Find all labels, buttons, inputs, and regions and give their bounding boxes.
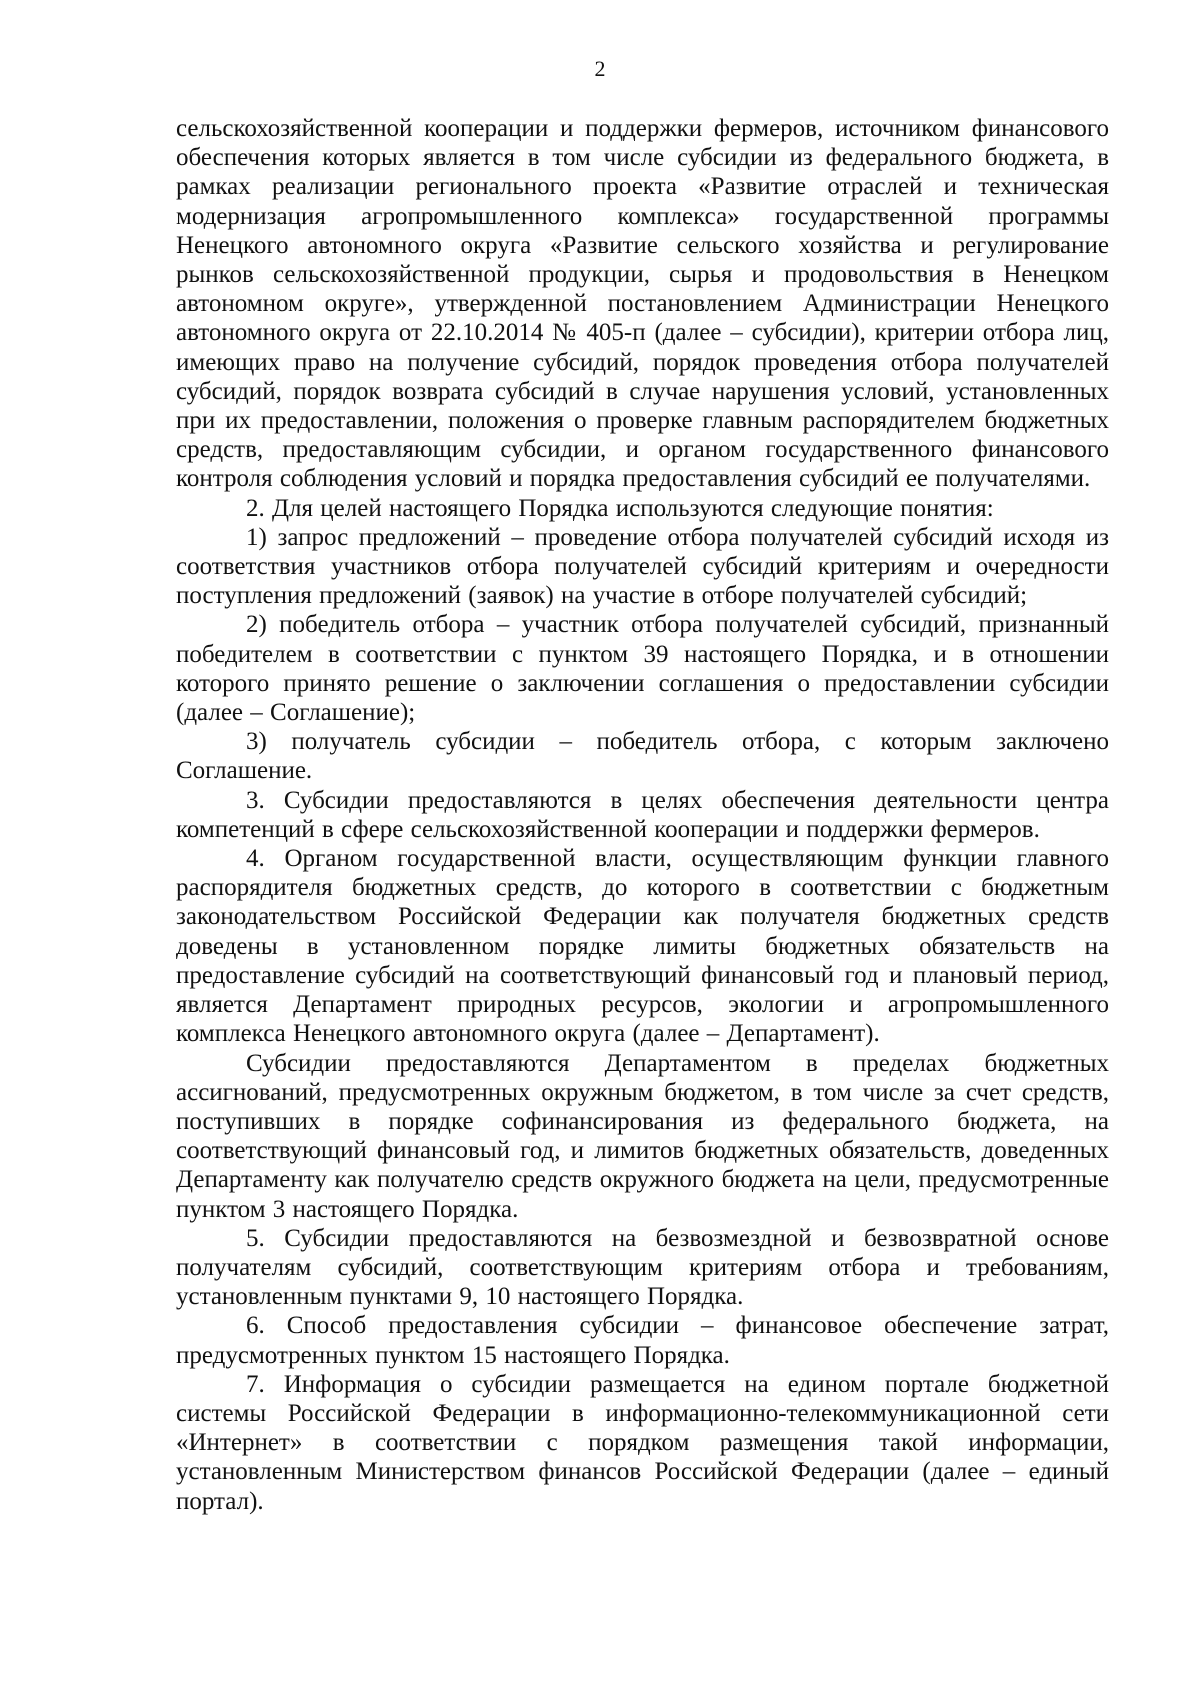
paragraph-item-2: 2. Для целей настоящего Порядка используются следующие понятия: — [246, 494, 994, 522]
paragraph-item-2-1: 1) запрос предложений – проведение отбора получателей субсидий исходя из соответствия участников отбора получателей субсидий критериям и очередности поступления предложений (заявок) на участие в отборе получателей субсидий; — [176, 523, 1109, 610]
paragraph-item-7: 7. Информация о субсидии размещается на едином портале бюджетной системы Российской Федерации в информационно-телекоммуникационной сети «Интернет» в соответствии с порядком размещения такой информации, установленным Министерством финансов Российской Федерации (далее – единый портал). — [176, 1370, 1109, 1515]
paragraph-item-4: 4. Органом государственной власти, осуществляющим функции главного распорядителя бюджетных средств, до которого в соответствии с бюджетным законодательством Российской Федерации как получателя бюджетных средств доведены в установленном порядке лимиты бюджетных обязательств на предоставление субсидий на соответствующий финансовый год и плановый период, является Департамент природных ресурсов, экологии и агропромышленного комплекса Ненецкого автономного округа (далее – Департамент). — [176, 845, 1109, 1048]
document-body — [176, 114, 1109, 1516]
page-number: 2 — [594, 56, 606, 81]
paragraph-continuation: сельскохозяйственной кооперации и поддержки фермеров, источником финансового обеспечения которых является в том числе субсидии из федерального бюджета, в рамках реализации регионального проекта «Развитие отраслей и техническая модернизация агропромышленного комплекса» государственной программы Ненецкого автономного округа «Развитие сельского хозяйства и регулирование рынков сельскохозяйственной продукции, сырья и продовольствия в Ненецком автономном округе», утвержденной постановлением Администрации Ненецкого автономного округа от 22.10.2014 № 405-п (далее – субсидии), критерии отбора лиц, имеющих право на получение субсидий, порядок проведения отбора получателей субсидий, порядок возврата субсидий в случае нарушения условий, установленных при их предоставлении, положения о проверке главным распорядителем бюджетных средств, предоставляющим субсидии, и органом государственного финансового контроля соблюдения условий и порядка предоставления субсидий ее получателями. — [176, 115, 1109, 493]
paragraph-item-5: 5. Субсидии предоставляются на безвозмездной и безвозвратной основе получателям субсидий, соответствующим критериям отбора и требованиям, установленным пунктами 9, 10 настоящего Порядка. — [176, 1224, 1109, 1311]
paragraph-item-4-b: Субсидии предоставляются Департаментом в пределах бюджетных ассигнований, предусмотренных окружным бюджетом, в том числе за счет средств, поступивших в порядке софинансирования из федерального бюджета, на соответствующий финансовый год, и лимитов бюджетных обязательств, доведенных Департаменту как получателю средств окружного бюджета на цели, предусмотренные пунктом 3 настоящего Порядка. — [176, 1049, 1109, 1223]
paragraph-item-3: 3. Субсидии предоставляются в целях обеспечения деятельности центра компетенций в сфере сельскохозяйственной кооперации и поддержки фермеров. — [176, 786, 1109, 843]
paragraph-item-6: 6. Способ предоставления субсидии – финансовое обеспечение затрат, предусмотренных пунктом 15 настоящего Порядка. — [176, 1312, 1109, 1369]
paragraph-item-2-2: 2) победитель отбора – участник отбора получателей субсидий, признанный победителем в соответствии с пунктом 39 настоящего Порядка, и в отношении которого принято решение о заключении соглашения о предоставлении субсидии (далее – Соглашение); — [176, 611, 1109, 727]
paragraph-item-2-3: 3) получатель субсидии – победитель отбора, с которым заключено Соглашение. — [176, 728, 1109, 785]
